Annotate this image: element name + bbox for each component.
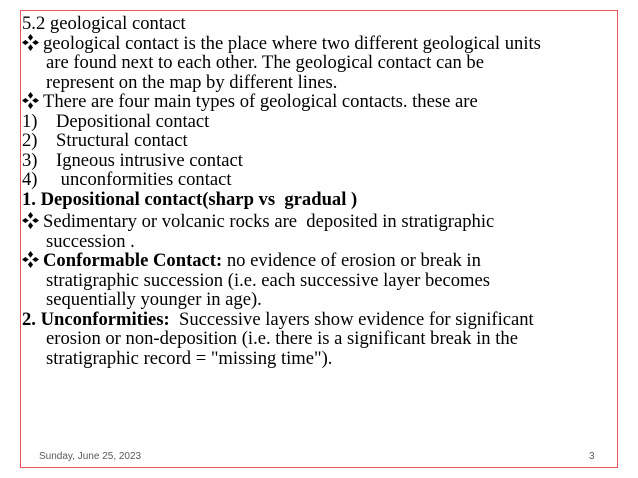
term-conformable: Conformable Contact: <box>43 250 223 271</box>
section-text-line: stratigraphic record = "missing time"). <box>46 347 333 369</box>
bullet-text-line: Sedimentary or volcanic rocks are deposited in stratigraphic <box>43 211 495 232</box>
bullet-geological-contact <box>22 34 614 93</box>
bullet-text-line: represent on the map by different lines. <box>46 71 338 93</box>
list-number: 1) <box>22 110 38 132</box>
footer-page-number: 3 <box>589 451 595 462</box>
list-item <box>22 151 614 171</box>
slide-heading: 5.2 geological contact <box>22 13 186 34</box>
list-text: Igneous intrusive contact <box>56 149 243 171</box>
bullet-text-line: sequentially younger in age). <box>46 289 262 310</box>
bullet-text-line: geological contact is the place where two different geological units <box>43 32 541 54</box>
section-text: Successive layers show evidence for significant <box>169 308 534 330</box>
slide-content <box>22 14 614 368</box>
list-text: Structural contact <box>56 130 188 151</box>
bullet-text-line: stratigraphic succession (i.e. each successive layer becomes <box>46 269 490 291</box>
bullet-text-line: are found next to each other. The geological contact can be <box>46 52 484 73</box>
list-number: 4) <box>22 169 38 190</box>
bullet-sedimentary <box>22 212 614 251</box>
list-item <box>22 170 614 190</box>
list-item <box>22 112 614 132</box>
four-diamond-bullet-icon <box>22 212 39 229</box>
list-number: 2) <box>22 130 38 151</box>
section-unconformities <box>22 310 614 369</box>
list-text: unconformities contact <box>56 169 232 190</box>
section-depositional-title: 1. Depositional contact(sharp vs gradual ) <box>22 188 358 210</box>
bullet-text: There are four main types of geological contacts. these are <box>43 91 478 112</box>
list-number: 3) <box>22 149 38 171</box>
term-unconformities: 2. Unconformities: <box>22 308 170 330</box>
four-diamond-bullet-icon <box>22 251 39 268</box>
four-diamond-bullet-icon <box>22 92 39 109</box>
bullet-text: no evidence of erosion or break in <box>222 250 481 271</box>
bullet-four-types <box>22 92 614 112</box>
contact-types-list <box>22 112 614 190</box>
four-diamond-bullet-icon <box>22 34 39 51</box>
list-item <box>22 131 614 151</box>
section-text-line: erosion or non-deposition (i.e. there is a significant break in the <box>46 328 518 349</box>
bullet-text-line: succession . <box>46 230 135 252</box>
bullet-conformable <box>22 251 614 310</box>
list-text: Depositional contact <box>56 110 210 132</box>
footer-date: Sunday, June 25, 2023 <box>39 451 142 462</box>
